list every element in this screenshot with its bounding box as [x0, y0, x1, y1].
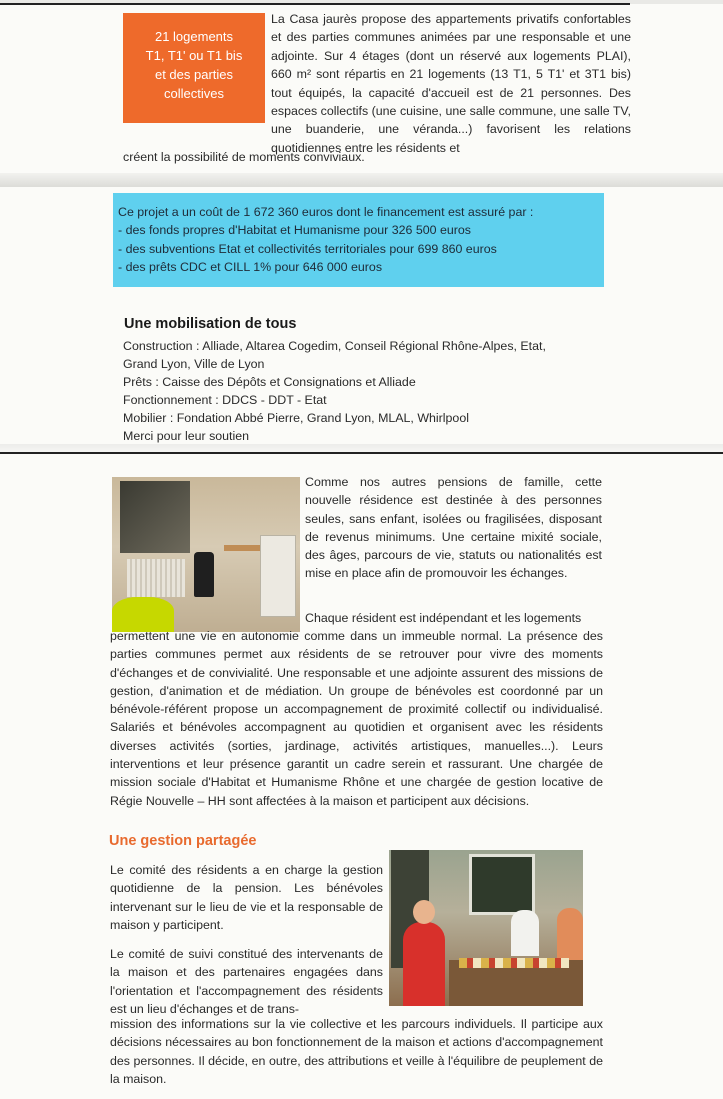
highlight-line: et des parties: [154, 67, 234, 82]
partners-line: Construction : Alliade, Altarea Cogedim, Conseil Régional Rhône-Alpes, Etat,: [123, 339, 546, 353]
table-shape: [224, 545, 264, 551]
section-title-mobilisation: Une mobilisation de tous: [124, 316, 297, 332]
partners-line: Fonctionnement : DDCS - DDT - Etat: [123, 393, 327, 407]
group-photo: [389, 850, 583, 1006]
independance-first-line: Chaque résident est indépendant et les logements: [305, 611, 582, 625]
funding-line: Ce projet a un coût de 1 672 360 euros dont le financement est assuré par :: [118, 205, 534, 219]
window-shape: [469, 854, 535, 915]
intro-paragraph-tail: créent la possibilité de moments conviviaux.: [123, 150, 365, 164]
partners-list: [123, 337, 598, 445]
paper-fold: [0, 173, 723, 187]
funding-line: - des subventions Etat et collectivités territoriales pour 699 860 euros: [118, 241, 497, 256]
partners-line: Merci pour leur soutien: [123, 429, 250, 443]
food-shape: [459, 958, 569, 968]
chair-shape: [194, 552, 214, 597]
funding-line: - des prêts CDC et CILL 1% pour 646 000 euros: [118, 260, 383, 275]
funding-box: [113, 193, 604, 287]
comite-suivi-paragraph-tail: mission des informations sur la vie collective et les parcours individuels. Il participe aux décisions nécessaires au bon fonctionnement de la maison et actions d'accompagnement des personnes. Il décide, en outre, des attributions et veille à l'équilibre de peuplement de la maison.: [110, 1017, 603, 1086]
comite-suivi-paragraph: Le comité de suivi constitué des intervenants de la maison et des partenaires engagées dans l'orientation et l'accompagnement des résidents est un lieu d'échanges et de trans-: [110, 947, 383, 1016]
section-title-gestion: Une gestion partagée: [109, 833, 257, 849]
person-shape: [403, 922, 445, 1006]
partners-line: Prêts : Caisse des Dépôts et Consignations et Alliade: [123, 375, 416, 389]
person-shape: [511, 910, 539, 956]
room-photo: [112, 477, 300, 632]
partners-line: Grand Lyon, Ville de Lyon: [123, 357, 265, 371]
cabinet-shape: [260, 535, 296, 617]
intro-paragraph: La Casa jaurès propose des appartements privatifs confortables et des parties communes animées par une responsable et une adjointe. Sur 4 étages (dont un réservé aux logements PLAI), 660 m² sont répartis en 21 logements (13 T1, 5 T1' et 3T1 bis) tout équipés, la capacité d'accueil est de 21 personnes. Des espaces collectifs (une cuisine, une salle commune, une salle TV, une buanderie, une véranda...) favorisent les relations quotidiennes entre les résidents et: [271, 12, 631, 155]
independance-paragraph: permettent une vie en autonomie comme dans un immeuble normal. La présence des parties communes permet aux résidents de se retrouver pour vivre des moments d'échanges et de convivialité. Une responsable et une adjointe assurent des missions de gestion, d'animation et de médiation. Un groupe de bénévoles est coordonné par un bénévole-référent propose un accompagnement de proximité collectif ou individualisé. Salariés et bénévoles accompagnent au quotidien et organisent avec les résidents diverses activités (sorties, jardinage, activités artistiques, manuelles...). Leurs interventions et leur présence garantit un cadre serein et rassurant. Une chargée de mission sociale d'Habitat et Humanisme Rhône et une chargée de gestion locative de Régie Nouvelle – HH sont affectées à la maison et participent aux décisions.: [110, 629, 603, 808]
top-rule: [0, 3, 630, 5]
radiator-shape: [127, 559, 185, 597]
highlight-line: 21 logements: [154, 29, 234, 44]
window-shape: [120, 481, 190, 553]
funding-line: - des fonds propres d'Habitat et Humanisme pour 326 500 euros: [118, 223, 471, 238]
highlight-box: [123, 13, 265, 123]
residence-paragraph: Comme nos autres pensions de famille, cette nouvelle résidence est destinée à des personnes seules, sans enfant, isolées ou fragilisées, disposant de revenus minimums. Une certaine mixité sociale, des âges, parcours de vie, statuts ou nationalités est mise en place afin de promouvoir les échanges.: [305, 475, 602, 581]
partners-line: Mobilier : Fondation Abbé Pierre, Grand Lyon, MLAL, Whirlpool: [123, 411, 469, 425]
highlight-line: collectives: [164, 86, 224, 101]
highlight-line: T1, T1' ou T1 bis: [145, 48, 243, 63]
person-shape: [557, 908, 583, 964]
head-shape: [413, 900, 435, 924]
comite-residents-paragraph: Le comité des résidents a en charge la gestion quotidienne de la pension. Les bénévoles intervenant sur le lieu de vie et la responsable de maison y participent.: [110, 863, 383, 932]
section-rule: [0, 452, 723, 454]
